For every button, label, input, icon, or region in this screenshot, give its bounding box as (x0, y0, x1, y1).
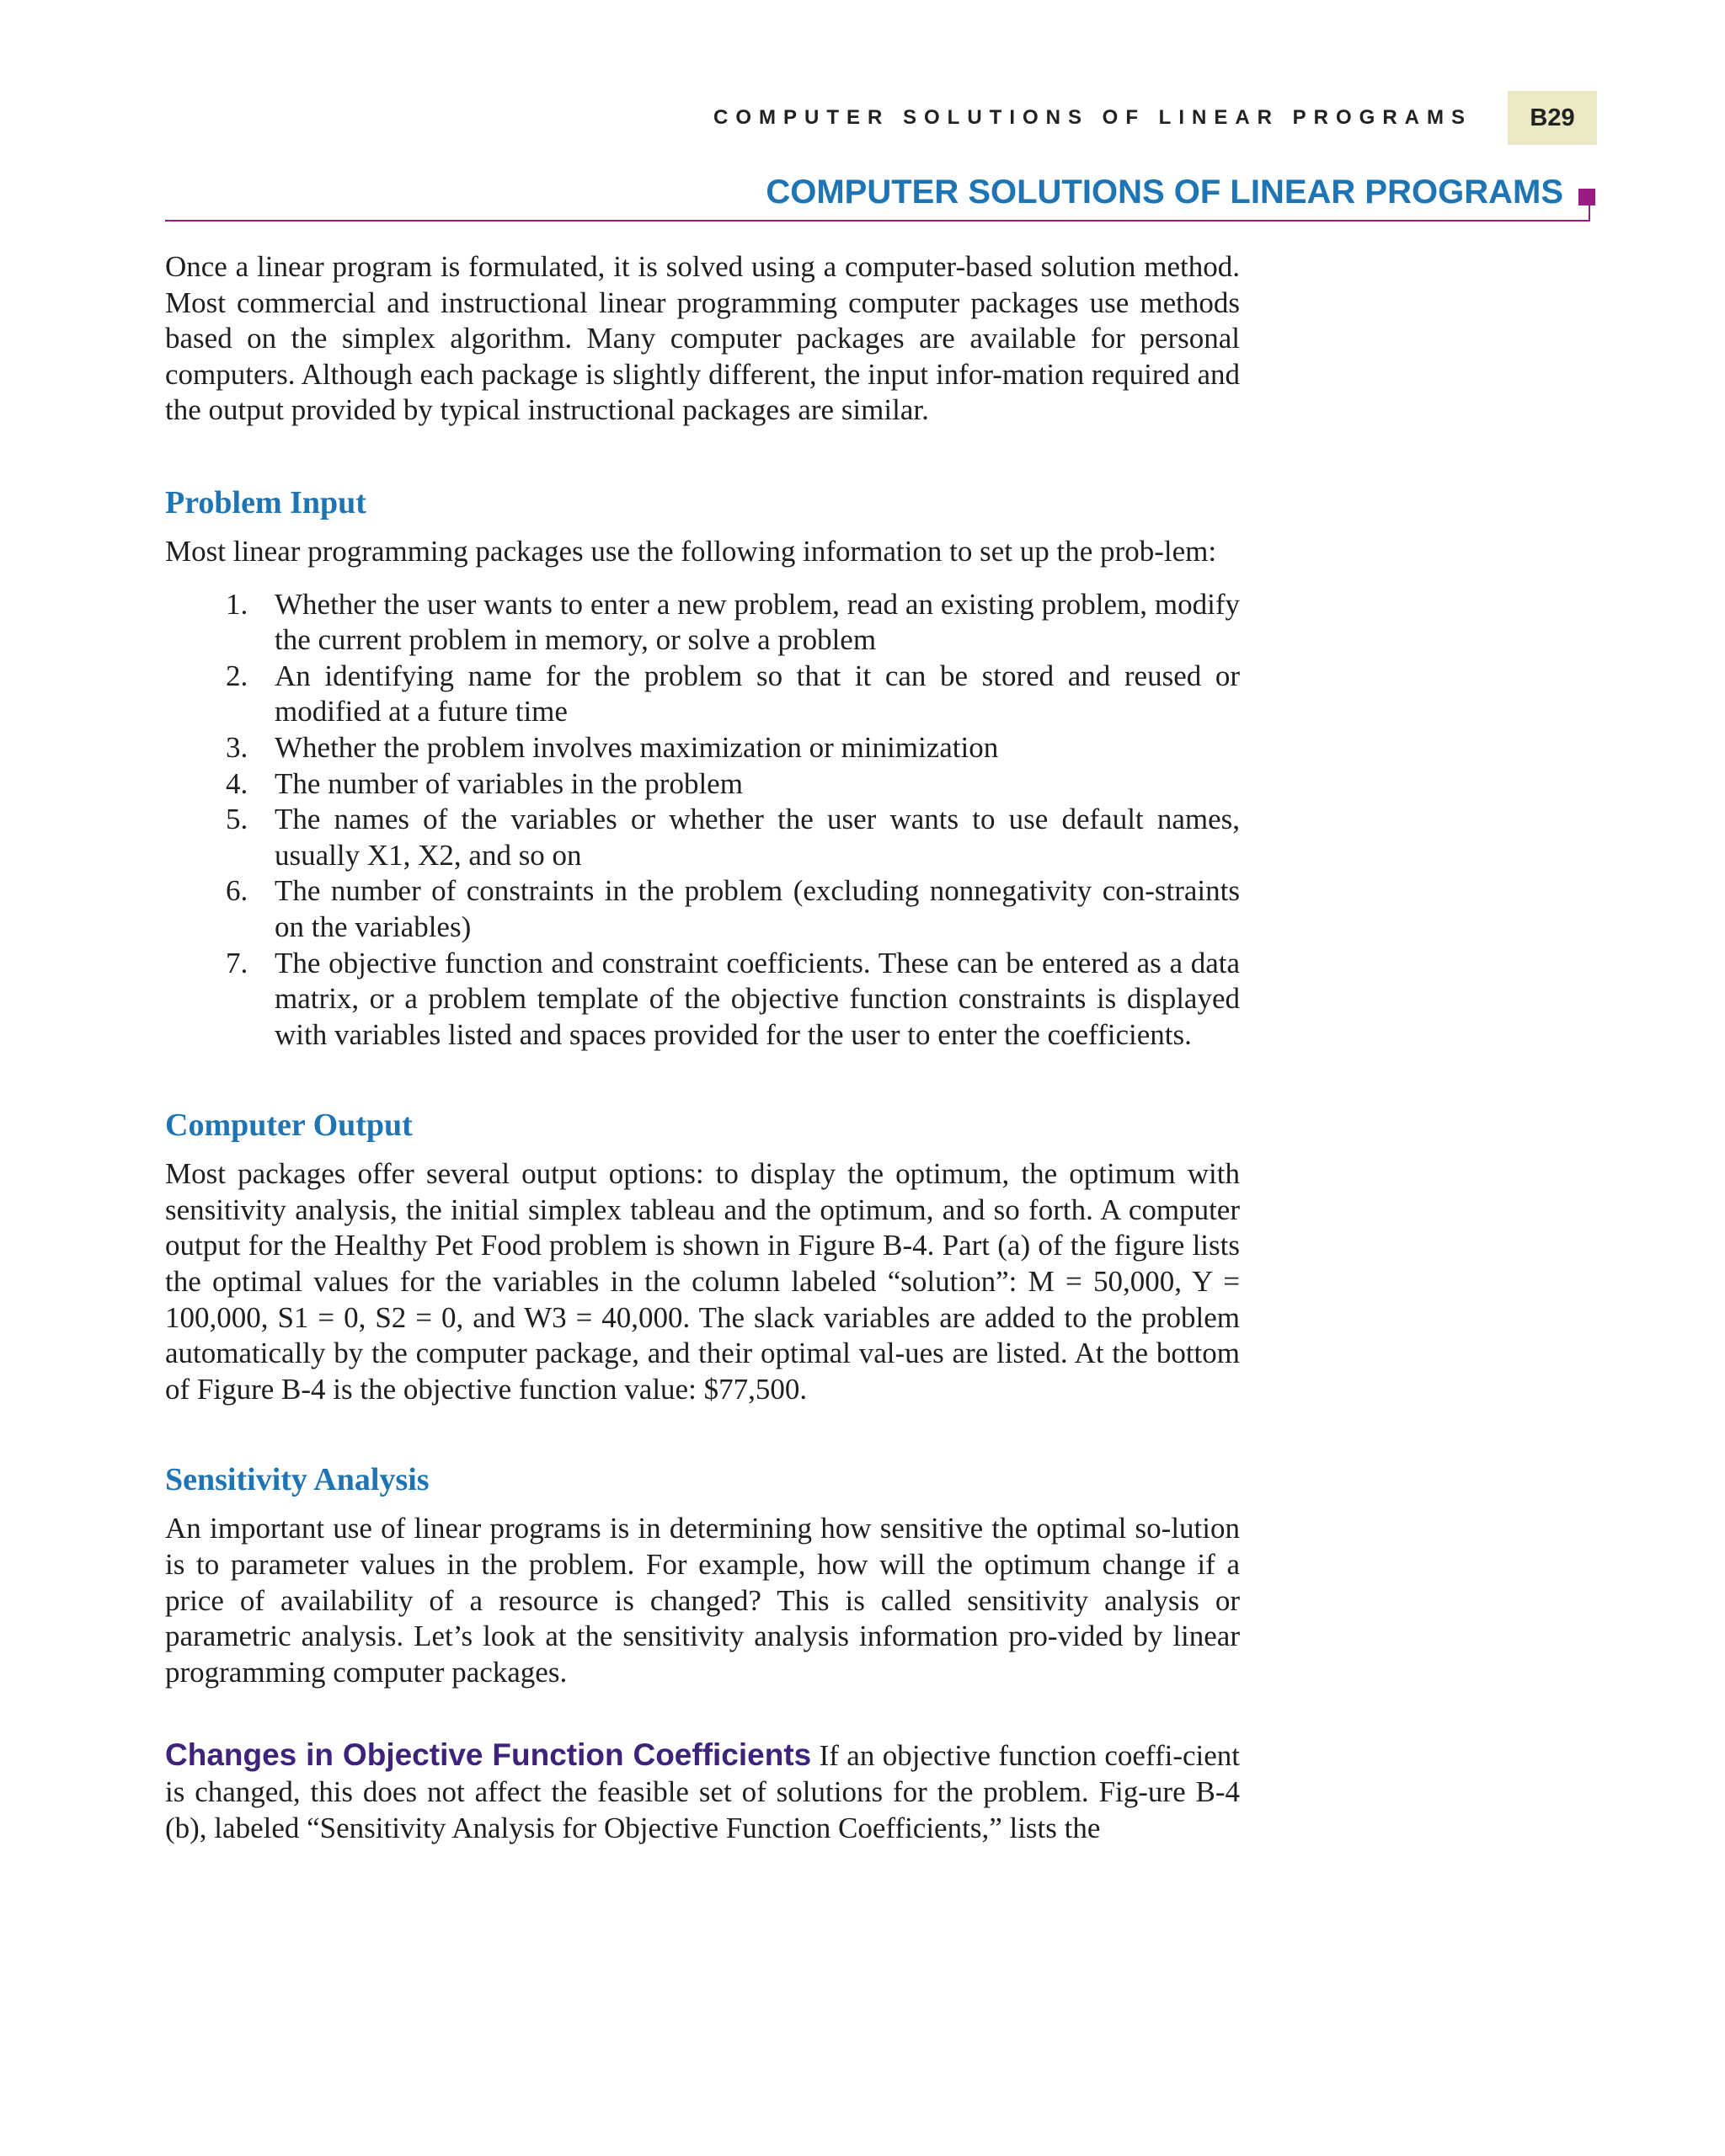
runin-heading-objective-coefficients: Changes in Objective Function Coefficients (165, 1737, 812, 1773)
title-marker-square (1578, 189, 1595, 205)
intro-paragraph: Once a linear program is formulated, it is solved using a computer-based solution method. Most commercial and instructional linear programming computer packages use methods based on the simplex algorithm. Many computer packages are available for personal computers. Although each package is slightly different, the input infor-mation required and the output provided by typical instructional packages are similar. (165, 250, 1240, 427)
list-item-text: Whether the user wants to enter a new problem, read an existing problem, modify the current problem in memory, or solve a problem (275, 587, 1240, 657)
list-item (226, 730, 1240, 766)
list-item-number: 4. (226, 766, 248, 800)
list-item-number: 1. (226, 587, 248, 621)
list-item (226, 766, 1240, 803)
changes-paragraph (165, 1737, 1240, 1846)
sensitivity-paragraph: An important use of linear programs is in determining how sensitive the optimal so-lution is to parameter values in the problem. For example, how will the optimum change if a price of availability of a resource is changed? This is called sensitivity analysis or parametric analysis. Let’s look at the sensitivity analysis information pro-vided by linear programming computer packages. (165, 1512, 1240, 1689)
body-content (165, 249, 1240, 1846)
list-item (226, 587, 1240, 659)
list-item-text: The names of the variables or whether the user wants to use default names, usually X1, X2, and so on (275, 803, 1240, 872)
heading-computer-output: Computer Output (165, 1107, 413, 1144)
changes-text: If an objective function coeffi-cient is changed, this does not affect the feasible set of solutions for the problem. Fig-ure B-4 (b), labeled “Sensitivity Analysis for Objective Function Coefficients,” lists the (165, 1739, 1241, 1844)
title-rule-tick (1589, 205, 1590, 221)
page-number: B29 (1508, 91, 1597, 145)
heading-sensitivity-analysis: Sensitivity Analysis (165, 1462, 430, 1498)
list-item-text: The number of constraints in the problem (excluding nonnegativity con-straints on the variables) (275, 874, 1240, 943)
list-item-text: Whether the problem involves maximization or minimization (275, 730, 999, 764)
list-item-number: 3. (226, 730, 248, 764)
section-title: COMPUTER SOLUTIONS OF LINEAR PROGRAMS (766, 173, 1563, 211)
list-item-text: The number of variables in the problem (275, 766, 743, 800)
computer-output-paragraph: Most packages offer several output options: to display the optimum, the optimum with sensitivity analysis, the initial simplex tableau and the optimum, and so forth. A computer output for the Healthy Pet Food problem is shown in Figure B-4. Part (a) of the figure lists the optimal values for the variables in the column labeled “solution”: M = 50,000, Y = 100,000, S1 = 0, S2 = 0, and W3 = 40,000. The slack variables are added to the problem automatically by the computer package, and their optimal val-ues are listed. At the bottom of Figure B-4 is the objective function value: $77,500. (165, 1157, 1240, 1406)
list-item (226, 946, 1240, 1054)
list-item (226, 802, 1240, 873)
list-item (226, 659, 1240, 730)
list-item-number: 5. (226, 803, 248, 836)
list-item-text: The objective function and constraint coefficients. These can be entered as a data matrix, or a problem template of the objective function constraints is displayed with variables listed and spaces provided for the user to enter the coefficients. (275, 946, 1240, 1051)
list-item (226, 873, 1240, 945)
running-head: COMPUTER SOLUTIONS OF LINEAR PROGRAMS (713, 106, 1472, 129)
list-item-number: 2. (226, 659, 248, 692)
heading-problem-input: Problem Input (165, 484, 366, 520)
title-rule (165, 220, 1590, 221)
problem-input-list (165, 587, 1240, 1054)
problem-input-lead: Most linear programming packages use the following information to set up the prob-lem: (165, 534, 1217, 568)
list-item-text: An identifying name for the problem so that it can be stored and reused or modified at a future time (275, 659, 1240, 728)
list-item-number: 6. (226, 874, 248, 908)
list-item-number: 7. (226, 946, 248, 979)
